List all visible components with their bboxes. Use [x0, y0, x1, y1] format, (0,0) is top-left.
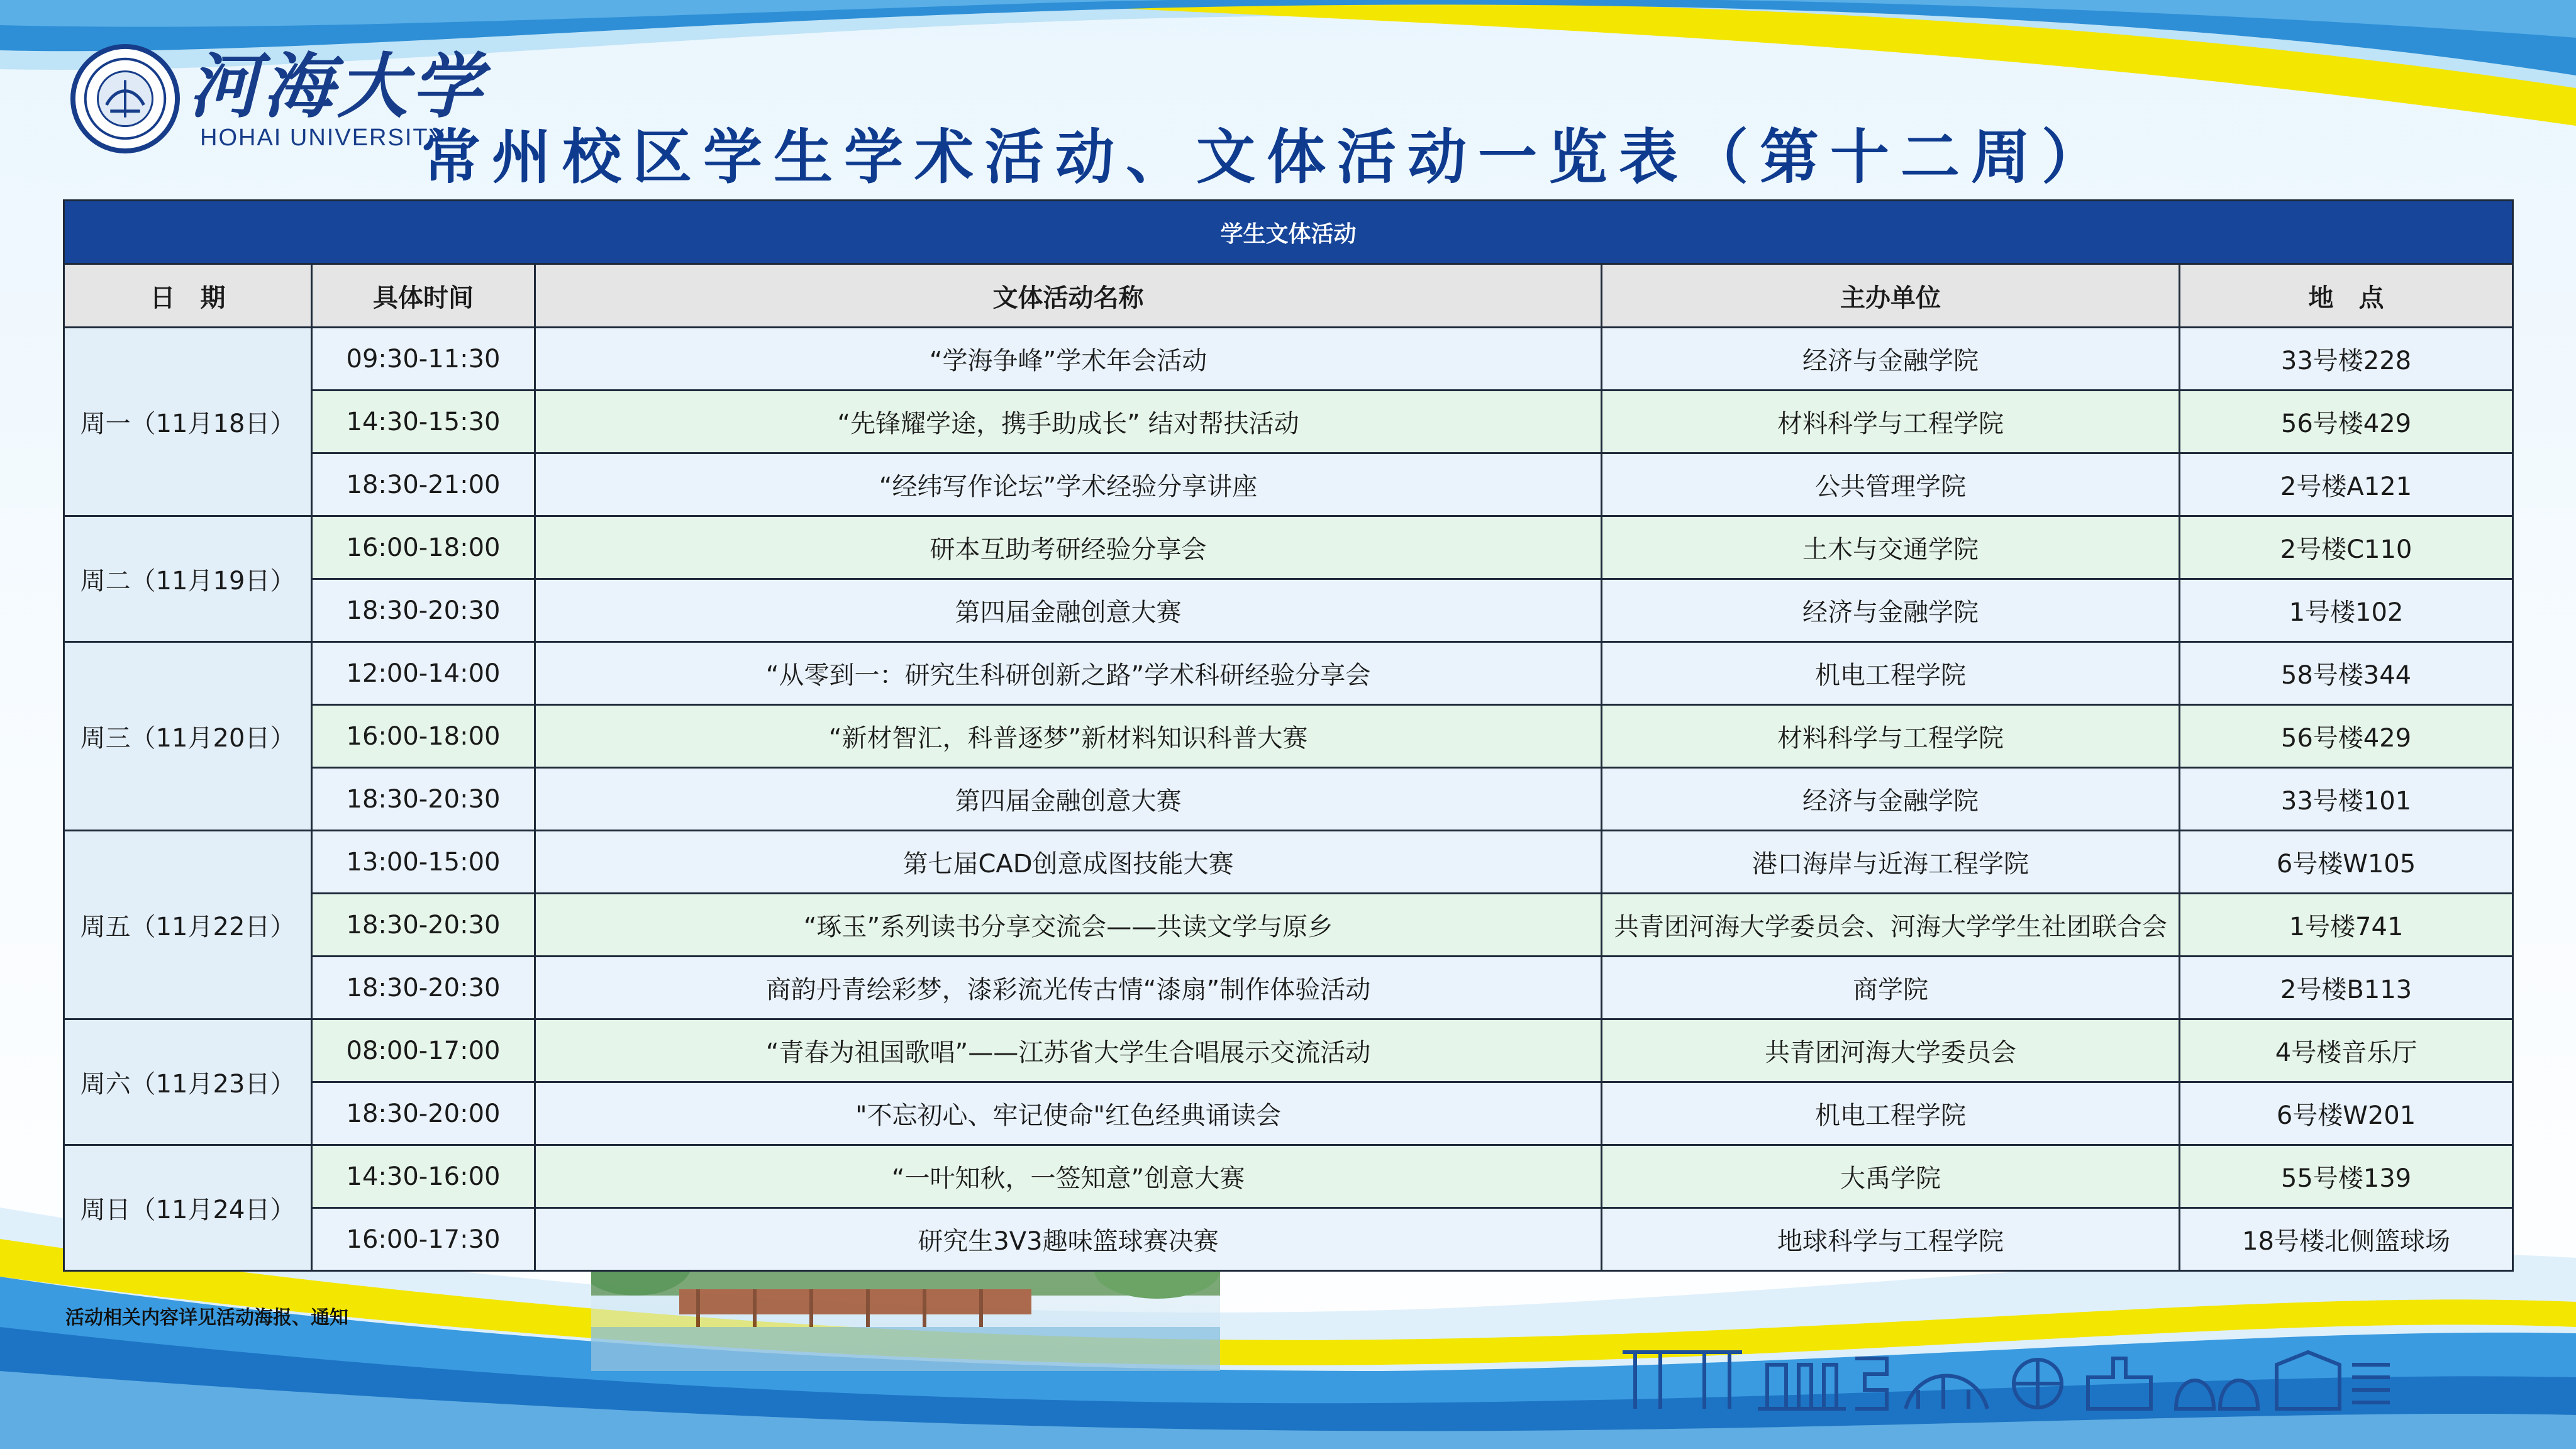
- time-cell: 08:00-17:00: [312, 1019, 535, 1082]
- time-cell: 13:00-15:00: [312, 831, 535, 894]
- table-row: [64, 1019, 2513, 1082]
- day-label: 周六（11月23日）: [64, 1019, 312, 1145]
- activity-name-cell: 研本互助考研经验分享会: [535, 516, 1602, 579]
- activity-name-cell: 第四届金融创意大赛: [535, 768, 1602, 831]
- activity-name-cell: “新材智汇，科普逐梦”新材料知识科普大赛: [535, 705, 1602, 768]
- column-header-time: 具体时间: [312, 264, 535, 328]
- day-label: 周一（11月18日）: [64, 328, 312, 516]
- column-header-activity-name: 文体活动名称: [535, 264, 1602, 328]
- time-cell: 14:30-16:00: [312, 1145, 535, 1208]
- activity-name-cell: "不忘初心、牢记使命"红色经典诵读会: [535, 1082, 1602, 1145]
- time-cell: 18:30-20:30: [312, 579, 535, 642]
- activity-schedule-table: [63, 199, 2514, 1272]
- organizer-cell: 商学院: [1602, 957, 2180, 1019]
- column-header-date: 日 期: [64, 264, 312, 328]
- time-cell: 16:00-18:00: [312, 516, 535, 579]
- location-cell: 2号楼A121: [2180, 453, 2513, 516]
- table-row: [64, 516, 2513, 579]
- table-row: [64, 957, 2513, 1019]
- page-title: 常州校区学生学术活动、文体活动一览表（第十二周）: [421, 123, 2112, 192]
- time-cell: 18:30-20:30: [312, 957, 535, 1019]
- table-row: [64, 579, 2513, 642]
- table-row: [64, 894, 2513, 957]
- day-label: 周日（11月24日）: [64, 1145, 312, 1271]
- logo-english-name: HOHAI UNIVERSITY: [200, 125, 446, 151]
- location-cell: 2号楼C110: [2180, 516, 2513, 579]
- time-cell: 16:00-18:00: [312, 705, 535, 768]
- time-cell: 14:30-15:30: [312, 391, 535, 453]
- table-row: [64, 705, 2513, 768]
- day-label: 周三（11月20日）: [64, 642, 312, 831]
- organizer-cell: 公共管理学院: [1602, 453, 2180, 516]
- activity-table-container: [63, 199, 2512, 1272]
- organizer-cell: 地球科学与工程学院: [1602, 1208, 2180, 1271]
- location-cell: 33号楼101: [2180, 768, 2513, 831]
- organizer-cell: 经济与金融学院: [1602, 768, 2180, 831]
- university-logo: [69, 43, 486, 156]
- time-cell: 18:30-20:00: [312, 1082, 535, 1145]
- organizer-cell: 材料科学与工程学院: [1602, 705, 2180, 768]
- time-cell: 12:00-14:00: [312, 642, 535, 705]
- organizer-cell: 大禹学院: [1602, 1145, 2180, 1208]
- table-row: [64, 831, 2513, 894]
- table-row: [64, 642, 2513, 705]
- time-cell: 18:30-20:30: [312, 894, 535, 957]
- table-row: [64, 1082, 2513, 1145]
- activity-name-cell: 商韵丹青绘彩梦，漆彩流光传古情“漆扇”制作体验活动: [535, 957, 1602, 1019]
- table-row: [64, 768, 2513, 831]
- logo-chinese-name: 河海大学: [189, 45, 486, 128]
- landmark-line-icons: [1623, 1340, 2390, 1421]
- column-header-organizer: 主办单位: [1602, 264, 2180, 328]
- footnote: 活动相关内容详见活动海报、通知: [65, 1307, 348, 1329]
- day-label: 周二（11月19日）: [64, 516, 312, 642]
- organizer-cell: 港口海岸与近海工程学院: [1602, 831, 2180, 894]
- time-cell: 09:30-11:30: [312, 328, 535, 391]
- organizer-cell: 经济与金融学院: [1602, 328, 2180, 391]
- activity-name-cell: “从零到一：研究生科研创新之路”学术科研经验分享会: [535, 642, 1602, 705]
- organizer-cell: 土木与交通学院: [1602, 516, 2180, 579]
- location-cell: 6号楼W105: [2180, 831, 2513, 894]
- location-cell: 6号楼W201: [2180, 1082, 2513, 1145]
- table-row: [64, 1208, 2513, 1271]
- activity-name-cell: 第七届CAD创意成图技能大赛: [535, 831, 1602, 894]
- table-row: [64, 391, 2513, 453]
- location-cell: 33号楼228: [2180, 328, 2513, 391]
- location-cell: 2号楼B113: [2180, 957, 2513, 1019]
- day-label: 周五（11月22日）: [64, 831, 312, 1019]
- time-cell: 18:30-20:30: [312, 768, 535, 831]
- university-seal-icon: [69, 43, 181, 155]
- time-cell: 18:30-21:00: [312, 453, 535, 516]
- location-cell: 4号楼音乐厅: [2180, 1019, 2513, 1082]
- organizer-cell: 材料科学与工程学院: [1602, 391, 2180, 453]
- organizer-cell: 共青团河海大学委员会、河海大学学生社团联合会: [1602, 894, 2180, 957]
- location-cell: 18号楼北侧篮球场: [2180, 1208, 2513, 1271]
- location-cell: 1号楼102: [2180, 579, 2513, 642]
- organizer-cell: 机电工程学院: [1602, 642, 2180, 705]
- column-header-row: [64, 264, 2513, 328]
- column-header-location: 地 点: [2180, 264, 2513, 328]
- location-cell: 55号楼139: [2180, 1145, 2513, 1208]
- table-row: [64, 1145, 2513, 1208]
- activity-name-cell: 第四届金融创意大赛: [535, 579, 1602, 642]
- activity-name-cell: “先锋耀学途，携手助成长” 结对帮扶活动: [535, 391, 1602, 453]
- time-cell: 16:00-17:30: [312, 1208, 535, 1271]
- location-cell: 56号楼429: [2180, 391, 2513, 453]
- activity-name-cell: “青春为祖国歌唱”——江苏省大学生合唱展示交流活动: [535, 1019, 1602, 1082]
- location-cell: 1号楼741: [2180, 894, 2513, 957]
- location-cell: 56号楼429: [2180, 705, 2513, 768]
- organizer-cell: 机电工程学院: [1602, 1082, 2180, 1145]
- activity-name-cell: “学海争峰”学术年会活动: [535, 328, 1602, 391]
- table-row: [64, 453, 2513, 516]
- organizer-cell: 经济与金融学院: [1602, 579, 2180, 642]
- activity-name-cell: “经纬写作论坛”学术经验分享讲座: [535, 453, 1602, 516]
- table-row: [64, 328, 2513, 391]
- section-title: 学生文体活动: [64, 201, 2513, 264]
- location-cell: 58号楼344: [2180, 642, 2513, 705]
- activity-name-cell: “琢玉”系列读书分享交流会——共读文学与原乡: [535, 894, 1602, 957]
- organizer-cell: 共青团河海大学委员会: [1602, 1019, 2180, 1082]
- activity-name-cell: 研究生3V3趣味篮球赛决赛: [535, 1208, 1602, 1271]
- activity-name-cell: “一叶知秋，一签知意”创意大赛: [535, 1145, 1602, 1208]
